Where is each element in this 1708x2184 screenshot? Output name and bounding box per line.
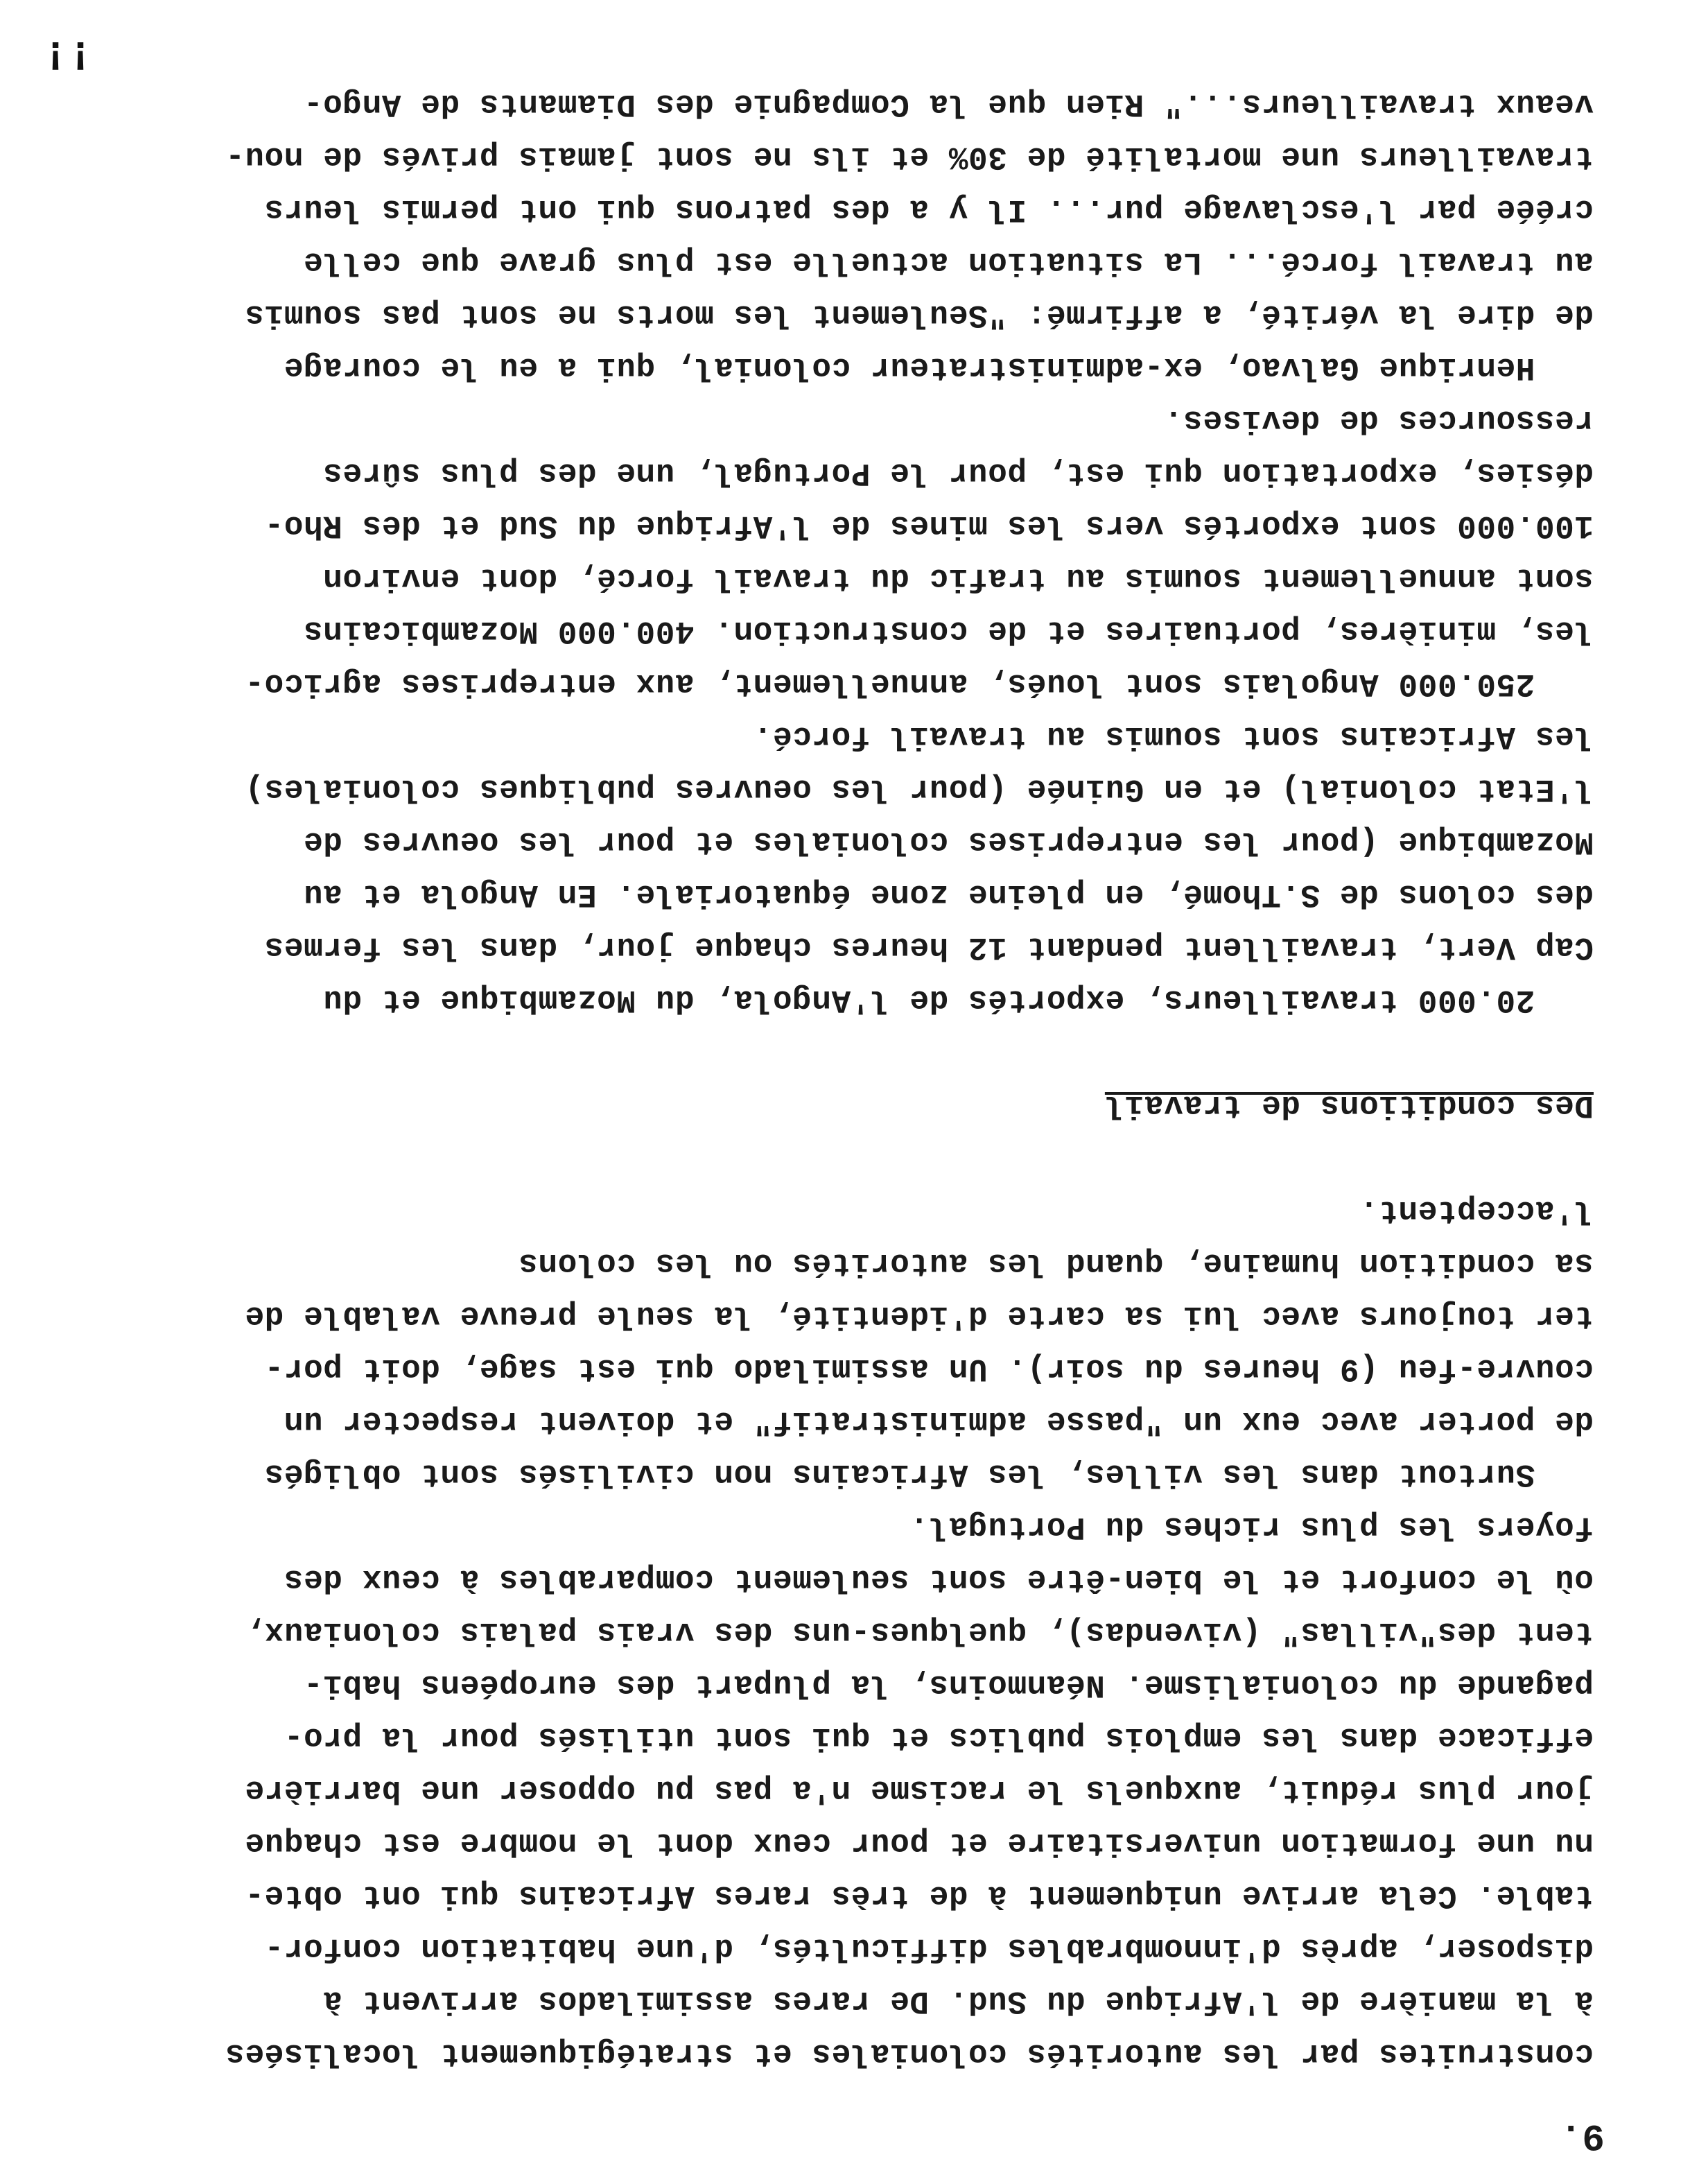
page-number <box>0 2114 1708 2156</box>
text-line: sa condition humaine, quand les autorités ou les colons <box>518 1245 1594 1281</box>
text-line: sont annuellement soumis au trafic du travail forcé, dont environ <box>322 560 1594 596</box>
text-line: disposer, après d'innombrables difficultés, d'une habitation confor- <box>264 1930 1594 1966</box>
text-line: l'acceptent. <box>1359 1193 1594 1229</box>
text-line: Henrique Galvao, ex-administrateur colonial, qui a eu le courage <box>284 349 1594 385</box>
text-line: de dire la vérité, a affirmé: "Seulement les morts ne sont pas soumis <box>244 297 1594 333</box>
text-line: travailleurs une mortalité de 30% et ils ne sont jamais privés de nou- <box>225 139 1594 175</box>
text-line: efficace dans les emplois publics et qui sont utilisés pour la pro- <box>284 1719 1594 1756</box>
text-line: au travail forcé... La situation actuelle est plus grave que celle <box>303 244 1594 280</box>
body-text <box>103 78 1594 2080</box>
text-line: l'Etat colonial) et en Guinée (pour les oeuvres publiques coloniales) <box>244 771 1594 807</box>
text-line: ter toujours avec lui sa carte d'identité, la seule preuve valable de <box>244 1298 1594 1334</box>
text-line: 250.000 Angolais sont loués, annuellement, aux entreprises agrico- <box>244 666 1594 702</box>
text-line: couvre-feu (9 heures du soir). Un assimilado qui est sage, doit por- <box>264 1351 1594 1387</box>
text-line: à la manière de l'Afrique du Sud. De rares assimilados arrivent à <box>322 1983 1594 2019</box>
blank-line <box>103 1026 1594 1079</box>
text-line: ressources de devises. <box>1163 402 1594 438</box>
text-line: où le confort et le bien-être sont seulement comparables à ceux des <box>284 1561 1594 1597</box>
text-line: pagande du colonialisme. Néanmoins, la plupart des européens habi- <box>303 1667 1594 1703</box>
page-number-text: 9. <box>1560 2114 1605 2156</box>
text-line: les, minières, portuaires et de construction. 400.000 Mozambicains <box>303 613 1594 649</box>
text-line: tent des"villas" (vivendas), quelques-uns des vrais palais coloniaux, <box>244 1614 1594 1650</box>
text-line: Surtout dans les villes, les Africains non civilisés sont obligés <box>264 1456 1594 1492</box>
text-line: nu une formation universitaire et pour ceux dont le nombre est chaque <box>244 1825 1594 1861</box>
text-line: Mozambique (pour les entreprises coloniales et pour les oeuvres de <box>303 824 1594 860</box>
text-line: construites par les autorités coloniales et stratégiquement localisées <box>225 2036 1594 2072</box>
blank-line <box>103 1132 1594 1184</box>
text-line: des colons de S.Thomé, en pleine zone équatoriale. En Angola et au <box>303 876 1594 912</box>
text-line: Cap Vert, travaillent pendant 12 heures chaque jour, dans les fermes <box>264 929 1594 965</box>
text-line: foyers les plus riches du Portugal. <box>909 1509 1594 1545</box>
text-line: veaux travailleurs..." Rien que la Compagnie des Diamants de Ango- <box>303 86 1594 122</box>
text-line: jour plus réduit, auxquels le racisme n'a pas pu opposer une barrière <box>244 1772 1594 1808</box>
section-heading: Des conditions de travail <box>1104 1087 1594 1123</box>
text-line: 100.000 sont exportés vers les mines de l'Afrique du Sud et des Rho- <box>264 508 1594 544</box>
text-line: désies, exportation qui est, pour le Portugal, une des plus sûres <box>322 455 1594 491</box>
text-line: les Africains sont soumis au travail forcé. <box>753 718 1594 754</box>
text-line: table. Cela arrive uniquement à de très rares Africains qui ont obte- <box>244 1878 1594 1914</box>
margin-marks: !! <box>42 29 93 76</box>
text-line: créée par l'esclavage pur... Il y a des patrons qui ont permis leurs <box>264 191 1594 227</box>
text-line: de porter avec eux un "passe administratif" et doivent respecter un <box>284 1403 1594 1439</box>
text-line: 20.000 travailleurs, exportés de l'Angola, du Mozambique et du <box>322 982 1594 1018</box>
